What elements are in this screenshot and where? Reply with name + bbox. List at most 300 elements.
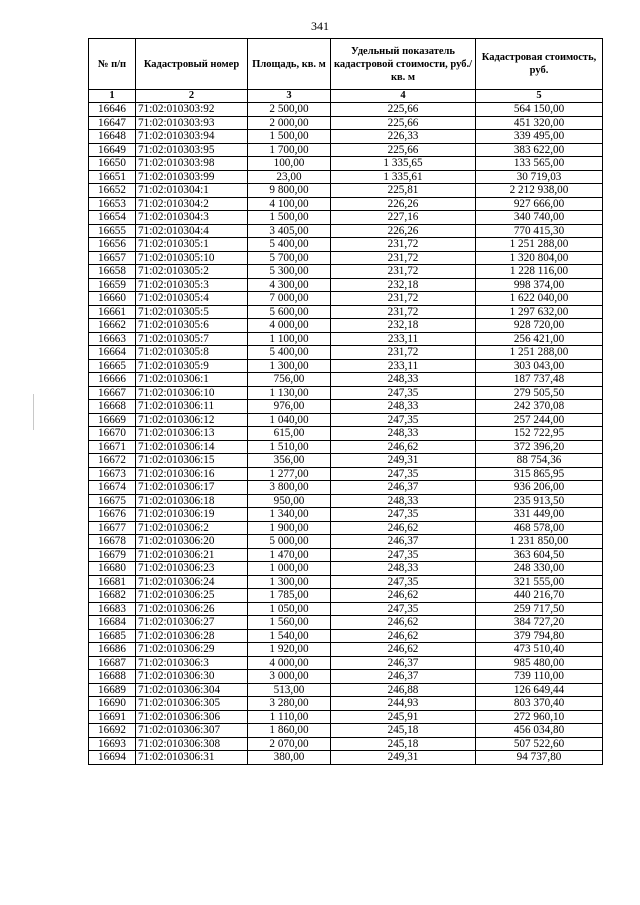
cadastral-number-cell: 71:02:010305:2 [136, 265, 248, 279]
column-number: 4 [331, 90, 476, 103]
area-cell: 1 920,00 [248, 643, 331, 657]
table-row [89, 670, 603, 684]
table-row [89, 332, 603, 346]
cadastral-number-cell: 71:02:010305:10 [136, 251, 248, 265]
table-row [89, 359, 603, 373]
row-index-cell: 16666 [89, 373, 136, 387]
cadastral-value-cell: 451 320,00 [476, 116, 603, 130]
cadastral-value-cell: 303 043,00 [476, 359, 603, 373]
row-index-cell: 16672 [89, 454, 136, 468]
cadastral-number-cell: 71:02:010305:3 [136, 278, 248, 292]
cadastral-number-cell: 71:02:010306:12 [136, 413, 248, 427]
row-index-cell: 16694 [89, 751, 136, 765]
row-index-cell: 16691 [89, 710, 136, 724]
cadastral-number-cell: 71:02:010306:18 [136, 494, 248, 508]
cadastral-value-cell: 331 449,00 [476, 508, 603, 522]
header-index: № п/п [89, 39, 136, 90]
unit-value-cell: 247,35 [331, 602, 476, 616]
cadastral-value-cell: 279 505,50 [476, 386, 603, 400]
cadastral-number-cell: 71:02:010303:92 [136, 103, 248, 117]
row-index-cell: 16663 [89, 332, 136, 346]
cadastral-number-cell: 71:02:010303:99 [136, 170, 248, 184]
cadastral-number-cell: 71:02:010306:304 [136, 683, 248, 697]
table-row [89, 251, 603, 265]
unit-value-cell: 226,26 [331, 197, 476, 211]
unit-value-cell: 226,33 [331, 130, 476, 144]
cadastral-number-cell: 71:02:010306:306 [136, 710, 248, 724]
cadastral-number-cell: 71:02:010306:29 [136, 643, 248, 657]
cadastral-number-cell: 71:02:010304:1 [136, 184, 248, 198]
column-number: 5 [476, 90, 603, 103]
area-cell: 7 000,00 [248, 292, 331, 306]
unit-value-cell: 231,72 [331, 346, 476, 360]
unit-value-cell: 246,62 [331, 440, 476, 454]
cadastral-number-cell: 71:02:010306:27 [136, 616, 248, 630]
area-cell: 1 785,00 [248, 589, 331, 603]
row-index-cell: 16649 [89, 143, 136, 157]
cadastral-table [88, 38, 603, 765]
area-cell: 950,00 [248, 494, 331, 508]
cadastral-number-cell: 71:02:010306:30 [136, 670, 248, 684]
row-index-cell: 16687 [89, 656, 136, 670]
cadastral-number-cell: 71:02:010305:9 [136, 359, 248, 373]
area-cell: 5 300,00 [248, 265, 331, 279]
area-cell: 756,00 [248, 373, 331, 387]
cadastral-value-cell: 803 370,40 [476, 697, 603, 711]
cadastral-value-cell: 2 212 938,00 [476, 184, 603, 198]
unit-value-cell: 225,66 [331, 116, 476, 130]
cadastral-value-cell: 456 034,80 [476, 724, 603, 738]
cadastral-value-cell: 739 110,00 [476, 670, 603, 684]
row-index-cell: 16674 [89, 481, 136, 495]
table-row [89, 467, 603, 481]
cadastral-value-cell: 242 370,08 [476, 400, 603, 414]
area-cell: 1 470,00 [248, 548, 331, 562]
cadastral-value-cell: 88 754,36 [476, 454, 603, 468]
unit-value-cell: 248,33 [331, 427, 476, 441]
unit-value-cell: 1 335,65 [331, 157, 476, 171]
area-cell: 3 280,00 [248, 697, 331, 711]
row-index-cell: 16670 [89, 427, 136, 441]
unit-value-cell: 231,72 [331, 265, 476, 279]
column-number-row [89, 90, 603, 103]
table-row [89, 143, 603, 157]
cadastral-value-cell: 473 510,40 [476, 643, 603, 657]
table-row [89, 265, 603, 279]
unit-value-cell: 247,35 [331, 575, 476, 589]
column-number: 2 [136, 90, 248, 103]
cadastral-number-cell: 71:02:010306:10 [136, 386, 248, 400]
cadastral-number-cell: 71:02:010306:13 [136, 427, 248, 441]
row-index-cell: 16675 [89, 494, 136, 508]
area-cell: 976,00 [248, 400, 331, 414]
area-cell: 380,00 [248, 751, 331, 765]
row-index-cell: 16664 [89, 346, 136, 360]
unit-value-cell: 231,72 [331, 238, 476, 252]
cadastral-number-cell: 71:02:010306:26 [136, 602, 248, 616]
area-cell: 5 000,00 [248, 535, 331, 549]
area-cell: 5 400,00 [248, 238, 331, 252]
unit-value-cell: 246,88 [331, 683, 476, 697]
unit-value-cell: 248,33 [331, 494, 476, 508]
cadastral-number-cell: 71:02:010306:31 [136, 751, 248, 765]
row-index-cell: 16683 [89, 602, 136, 616]
row-index-cell: 16680 [89, 562, 136, 576]
header-cadastral-value: Кадастровая стоимость, руб. [476, 39, 603, 90]
area-cell: 2 000,00 [248, 116, 331, 130]
cadastral-number-cell: 71:02:010306:15 [136, 454, 248, 468]
table-row [89, 103, 603, 117]
cadastral-number-cell: 71:02:010305:4 [136, 292, 248, 306]
cadastral-number-cell: 71:02:010306:25 [136, 589, 248, 603]
header-area: Площадь, кв. м [248, 39, 331, 90]
unit-value-cell: 246,62 [331, 521, 476, 535]
cadastral-value-cell: 383 622,00 [476, 143, 603, 157]
table-row [89, 373, 603, 387]
area-cell: 3 800,00 [248, 481, 331, 495]
cadastral-number-cell: 71:02:010305:5 [136, 305, 248, 319]
cadastral-number-cell: 71:02:010306:17 [136, 481, 248, 495]
cadastral-number-cell: 71:02:010306:11 [136, 400, 248, 414]
area-cell: 4 100,00 [248, 197, 331, 211]
table-row [89, 602, 603, 616]
unit-value-cell: 225,66 [331, 143, 476, 157]
row-index-cell: 16653 [89, 197, 136, 211]
row-index-cell: 16646 [89, 103, 136, 117]
row-index-cell: 16677 [89, 521, 136, 535]
cadastral-number-cell: 71:02:010305:8 [136, 346, 248, 360]
cadastral-value-cell: 1 320 804,00 [476, 251, 603, 265]
unit-value-cell: 248,33 [331, 373, 476, 387]
row-index-cell: 16648 [89, 130, 136, 144]
cadastral-value-cell: 133 565,00 [476, 157, 603, 171]
cadastral-value-cell: 564 150,00 [476, 103, 603, 117]
table-row [89, 170, 603, 184]
area-cell: 1 340,00 [248, 508, 331, 522]
cadastral-number-cell: 71:02:010306:28 [136, 629, 248, 643]
cadastral-value-cell: 936 206,00 [476, 481, 603, 495]
unit-value-cell: 231,72 [331, 305, 476, 319]
table-row [89, 157, 603, 171]
unit-value-cell: 246,37 [331, 535, 476, 549]
area-cell: 4 300,00 [248, 278, 331, 292]
table-row [89, 521, 603, 535]
cadastral-value-cell: 770 415,30 [476, 224, 603, 238]
table-row [89, 211, 603, 225]
cadastral-number-cell: 71:02:010306:1 [136, 373, 248, 387]
unit-value-cell: 225,66 [331, 103, 476, 117]
cadastral-value-cell: 94 737,80 [476, 751, 603, 765]
table-row [89, 508, 603, 522]
unit-value-cell: 246,62 [331, 643, 476, 657]
unit-value-cell: 249,31 [331, 454, 476, 468]
cadastral-number-cell: 71:02:010306:307 [136, 724, 248, 738]
table-row [89, 413, 603, 427]
table-row [89, 319, 603, 333]
table-row [89, 643, 603, 657]
table-row [89, 751, 603, 765]
area-cell: 1 900,00 [248, 521, 331, 535]
row-index-cell: 16686 [89, 643, 136, 657]
cadastral-number-cell: 71:02:010304:4 [136, 224, 248, 238]
area-cell: 4 000,00 [248, 319, 331, 333]
row-index-cell: 16681 [89, 575, 136, 589]
area-cell: 1 540,00 [248, 629, 331, 643]
row-index-cell: 16661 [89, 305, 136, 319]
table-row [89, 305, 603, 319]
area-cell: 1 277,00 [248, 467, 331, 481]
row-index-cell: 16676 [89, 508, 136, 522]
area-cell: 5 400,00 [248, 346, 331, 360]
cadastral-number-cell: 71:02:010306:16 [136, 467, 248, 481]
unit-value-cell: 245,18 [331, 724, 476, 738]
table-row [89, 562, 603, 576]
row-index-cell: 16693 [89, 737, 136, 751]
unit-value-cell: 246,62 [331, 589, 476, 603]
cadastral-number-cell: 71:02:010306:2 [136, 521, 248, 535]
area-cell: 4 000,00 [248, 656, 331, 670]
table-row [89, 575, 603, 589]
table-row [89, 656, 603, 670]
area-cell: 3 000,00 [248, 670, 331, 684]
unit-value-cell: 248,33 [331, 562, 476, 576]
cadastral-value-cell: 927 666,00 [476, 197, 603, 211]
cadastral-value-cell: 1 251 288,00 [476, 346, 603, 360]
cadastral-value-cell: 187 737,48 [476, 373, 603, 387]
area-cell: 5 700,00 [248, 251, 331, 265]
area-cell: 513,00 [248, 683, 331, 697]
cadastral-number-cell: 71:02:010303:98 [136, 157, 248, 171]
cadastral-number-cell: 71:02:010306:23 [136, 562, 248, 576]
row-index-cell: 16682 [89, 589, 136, 603]
cadastral-value-cell: 256 421,00 [476, 332, 603, 346]
area-cell: 1 100,00 [248, 332, 331, 346]
table-row [89, 440, 603, 454]
cadastral-value-cell: 985 480,00 [476, 656, 603, 670]
cadastral-number-cell: 71:02:010306:19 [136, 508, 248, 522]
area-cell: 1 510,00 [248, 440, 331, 454]
table-row [89, 238, 603, 252]
table-row [89, 481, 603, 495]
table-row [89, 427, 603, 441]
cadastral-number-cell: 71:02:010306:21 [136, 548, 248, 562]
row-index-cell: 16665 [89, 359, 136, 373]
cadastral-value-cell: 440 216,70 [476, 589, 603, 603]
cadastral-value-cell: 1 228 116,00 [476, 265, 603, 279]
unit-value-cell: 231,72 [331, 251, 476, 265]
header-row [89, 39, 603, 90]
row-index-cell: 16650 [89, 157, 136, 171]
row-index-cell: 16668 [89, 400, 136, 414]
table-row [89, 400, 603, 414]
cadastral-value-cell: 928 720,00 [476, 319, 603, 333]
table-row [89, 197, 603, 211]
area-cell: 3 405,00 [248, 224, 331, 238]
cadastral-number-cell: 71:02:010306:305 [136, 697, 248, 711]
cadastral-number-cell: 71:02:010306:24 [136, 575, 248, 589]
area-cell: 1 040,00 [248, 413, 331, 427]
area-cell: 615,00 [248, 427, 331, 441]
cadastral-value-cell: 339 495,00 [476, 130, 603, 144]
row-index-cell: 16690 [89, 697, 136, 711]
area-cell: 1 860,00 [248, 724, 331, 738]
cadastral-value-cell: 248 330,00 [476, 562, 603, 576]
unit-value-cell: 233,11 [331, 332, 476, 346]
column-number: 1 [89, 90, 136, 103]
area-cell: 1 110,00 [248, 710, 331, 724]
row-index-cell: 16652 [89, 184, 136, 198]
cadastral-number-cell: 71:02:010303:94 [136, 130, 248, 144]
unit-value-cell: 245,18 [331, 737, 476, 751]
row-index-cell: 16658 [89, 265, 136, 279]
row-index-cell: 16689 [89, 683, 136, 697]
unit-value-cell: 246,37 [331, 481, 476, 495]
area-cell: 2 500,00 [248, 103, 331, 117]
area-cell: 1 500,00 [248, 130, 331, 144]
area-cell: 23,00 [248, 170, 331, 184]
area-cell: 2 070,00 [248, 737, 331, 751]
cadastral-value-cell: 152 722,95 [476, 427, 603, 441]
area-cell: 1 500,00 [248, 211, 331, 225]
row-index-cell: 16657 [89, 251, 136, 265]
unit-value-cell: 1 335,61 [331, 170, 476, 184]
row-index-cell: 16671 [89, 440, 136, 454]
row-index-cell: 16678 [89, 535, 136, 549]
table-row [89, 278, 603, 292]
table-row [89, 697, 603, 711]
table-row [89, 130, 603, 144]
cadastral-number-cell: 71:02:010305:6 [136, 319, 248, 333]
row-index-cell: 16692 [89, 724, 136, 738]
cadastral-value-cell: 257 244,00 [476, 413, 603, 427]
unit-value-cell: 247,35 [331, 413, 476, 427]
cadastral-number-cell: 71:02:010306:3 [136, 656, 248, 670]
unit-value-cell: 247,35 [331, 467, 476, 481]
unit-value-cell: 246,37 [331, 656, 476, 670]
unit-value-cell: 246,62 [331, 629, 476, 643]
unit-value-cell: 246,37 [331, 670, 476, 684]
unit-value-cell: 233,11 [331, 359, 476, 373]
table-row [89, 710, 603, 724]
cadastral-number-cell: 71:02:010304:2 [136, 197, 248, 211]
table-row [89, 535, 603, 549]
row-index-cell: 16647 [89, 116, 136, 130]
cadastral-value-cell: 315 865,95 [476, 467, 603, 481]
table-row [89, 116, 603, 130]
row-index-cell: 16651 [89, 170, 136, 184]
cadastral-number-cell: 71:02:010303:93 [136, 116, 248, 130]
unit-value-cell: 245,91 [331, 710, 476, 724]
unit-value-cell: 247,35 [331, 386, 476, 400]
row-index-cell: 16660 [89, 292, 136, 306]
cadastral-value-cell: 321 555,00 [476, 575, 603, 589]
row-index-cell: 16685 [89, 629, 136, 643]
row-index-cell: 16655 [89, 224, 136, 238]
cadastral-value-cell: 1 251 288,00 [476, 238, 603, 252]
table-body [89, 103, 603, 765]
table-row [89, 292, 603, 306]
row-index-cell: 16662 [89, 319, 136, 333]
header-unit-value: Удельный показатель кадастровой стоимости, руб./кв. м [331, 39, 476, 90]
unit-value-cell: 249,31 [331, 751, 476, 765]
cadastral-value-cell: 1 231 850,00 [476, 535, 603, 549]
cadastral-value-cell: 384 727,20 [476, 616, 603, 630]
area-cell: 1 130,00 [248, 386, 331, 400]
cadastral-value-cell: 363 604,50 [476, 548, 603, 562]
cadastral-number-cell: 71:02:010306:14 [136, 440, 248, 454]
cadastral-value-cell: 468 578,00 [476, 521, 603, 535]
unit-value-cell: 246,62 [331, 616, 476, 630]
cadastral-value-cell: 1 622 040,00 [476, 292, 603, 306]
cadastral-value-cell: 272 960,10 [476, 710, 603, 724]
cadastral-value-cell: 379 794,80 [476, 629, 603, 643]
area-cell: 100,00 [248, 157, 331, 171]
unit-value-cell: 244,93 [331, 697, 476, 711]
row-index-cell: 16669 [89, 413, 136, 427]
area-cell: 1 560,00 [248, 616, 331, 630]
area-cell: 1 700,00 [248, 143, 331, 157]
table-row [89, 494, 603, 508]
cadastral-number-cell: 71:02:010305:7 [136, 332, 248, 346]
table-row [89, 629, 603, 643]
row-index-cell: 16679 [89, 548, 136, 562]
area-cell: 9 800,00 [248, 184, 331, 198]
table-row [89, 737, 603, 751]
area-cell: 356,00 [248, 454, 331, 468]
cadastral-number-cell: 71:02:010305:1 [136, 238, 248, 252]
cadastral-number-cell: 71:02:010306:20 [136, 535, 248, 549]
cadastral-number-cell: 71:02:010304:3 [136, 211, 248, 225]
cadastral-value-cell: 126 649,44 [476, 683, 603, 697]
unit-value-cell: 225,81 [331, 184, 476, 198]
table-row [89, 683, 603, 697]
cadastral-value-cell: 340 740,00 [476, 211, 603, 225]
row-index-cell: 16673 [89, 467, 136, 481]
unit-value-cell: 247,35 [331, 508, 476, 522]
table-row [89, 386, 603, 400]
table-row [89, 724, 603, 738]
table-row [89, 184, 603, 198]
row-index-cell: 16688 [89, 670, 136, 684]
unit-value-cell: 226,26 [331, 224, 476, 238]
cadastral-value-cell: 998 374,00 [476, 278, 603, 292]
cadastral-number-cell: 71:02:010306:308 [136, 737, 248, 751]
scan-artifact-mark [32, 394, 35, 430]
column-number: 3 [248, 90, 331, 103]
cadastral-value-cell: 30 719,03 [476, 170, 603, 184]
table-row [89, 548, 603, 562]
table-row [89, 454, 603, 468]
table-row [89, 346, 603, 360]
area-cell: 1 000,00 [248, 562, 331, 576]
cadastral-value-cell: 372 396,20 [476, 440, 603, 454]
cadastral-value-cell: 1 297 632,00 [476, 305, 603, 319]
area-cell: 1 300,00 [248, 359, 331, 373]
area-cell: 1 300,00 [248, 575, 331, 589]
cadastral-value-cell: 259 717,50 [476, 602, 603, 616]
table-row [89, 224, 603, 238]
unit-value-cell: 232,18 [331, 278, 476, 292]
row-index-cell: 16654 [89, 211, 136, 225]
header-cadastral-number: Кадастровый номер [136, 39, 248, 90]
unit-value-cell: 248,33 [331, 400, 476, 414]
unit-value-cell: 247,35 [331, 548, 476, 562]
cadastral-value-cell: 235 913,50 [476, 494, 603, 508]
page-number: 341 [311, 19, 329, 33]
row-index-cell: 16667 [89, 386, 136, 400]
row-index-cell: 16659 [89, 278, 136, 292]
row-index-cell: 16656 [89, 238, 136, 252]
